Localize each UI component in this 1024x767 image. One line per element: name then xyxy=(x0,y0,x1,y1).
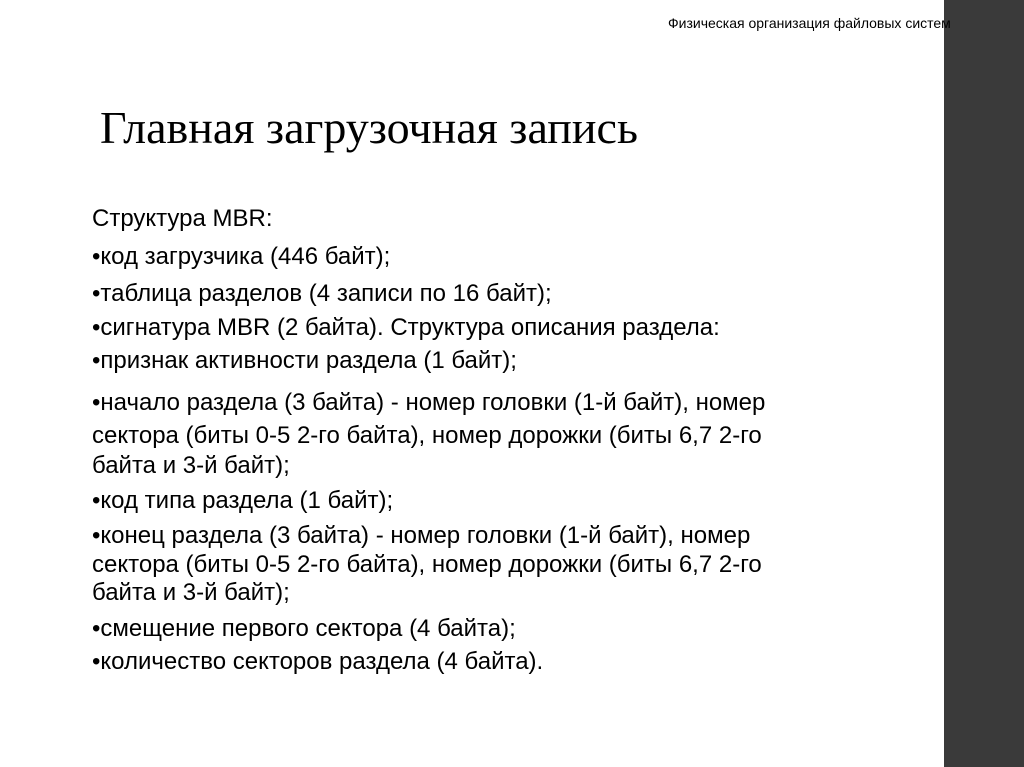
body-line-partition-start-1: •начало раздела (3 байта) - номер головки (1-й байт), номер xyxy=(92,389,766,416)
body-line-partition-end-2: сектора (биты 0-5 2-го байта), номер дорожки (биты 6,7 2-го xyxy=(92,551,762,578)
body-line-sector-count: •количество секторов раздела (4 байта). xyxy=(92,648,544,675)
body-line-partition-start-2: сектора (биты 0-5 2-го байта), номер дорожки (биты 6,7 2-го xyxy=(92,422,762,449)
body-line-partition-table: •таблица разделов (4 записи по 16 байт); xyxy=(92,280,552,307)
body-line-partition-end-1: •конец раздела (3 байта) - номер головки (1-й байт), номер xyxy=(92,522,751,549)
body-line-first-sector-offset: •смещение первого сектора (4 байта); xyxy=(92,615,516,642)
slide-title: Главная загрузочная запись xyxy=(100,102,638,153)
body-line-partition-start-3: байта и 3-й байт); xyxy=(92,452,290,479)
body-line-bootloader: •код загрузчика (446 байт); xyxy=(92,243,391,270)
body-line-active-flag: •признак активности раздела (1 байт); xyxy=(92,347,517,374)
body-line-partition-type: •код типа раздела (1 байт); xyxy=(92,487,394,514)
body-line-mbr-structure: Структура MBR: xyxy=(92,205,273,232)
body-line-partition-end-3: байта и 3-й байт); xyxy=(92,579,290,606)
body-line-signature: •сигнатура MBR (2 байта). Структура описания раздела: xyxy=(92,314,720,341)
section-header-label: Физическая организация файловых систем xyxy=(668,15,951,31)
